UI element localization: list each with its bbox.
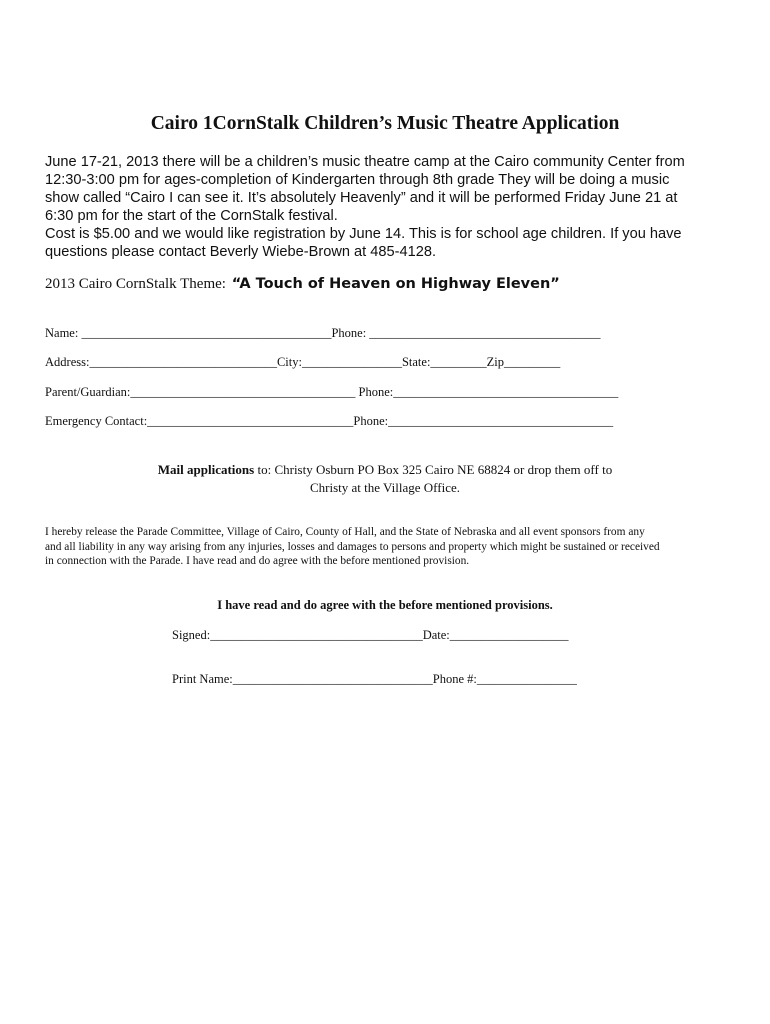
release-line: and all liability in any way arising from any injuries, losses and damages to persons and property which might be sustained or received bbox=[45, 540, 660, 553]
intro-line: Cost is $5.00 and we would like registration by June 14. This is for school age children. If you have bbox=[45, 226, 682, 242]
page-title: Cairo 1CornStalk Children’s Music Theatre Application bbox=[150, 113, 620, 134]
signed-date-field[interactable]: Signed:__________________________________Date:___________________ bbox=[172, 628, 569, 642]
theme-line bbox=[45, 276, 560, 293]
release-line: I hereby release the Parade Committee, Village of Cairo, County of Hall, and the State of Nebraska and all event sponsors from any bbox=[45, 526, 645, 538]
theme-label: 2013 Cairo CornStalk Theme: bbox=[45, 276, 226, 292]
release-line: in connection with the Parade. I have read and do agree with the before mentioned provision. bbox=[45, 555, 470, 567]
mail-line-1 bbox=[0, 461, 770, 479]
parent-guardian-phone-field[interactable]: Parent/Guardian:____________________________________ Phone:____________________________________ bbox=[45, 385, 619, 399]
intro-line: 6:30 pm for the start of the CornStalk festival. bbox=[45, 208, 338, 224]
mail-lead: Mail applications bbox=[157, 462, 255, 477]
intro-paragraph bbox=[45, 153, 735, 261]
theme-name: “A Touch of Heaven on Highway Eleven” bbox=[231, 276, 560, 292]
emergency-contact-phone-field[interactable]: Emergency Contact:_________________________________Phone:____________________________________ bbox=[45, 414, 614, 428]
intro-line: questions please contact Beverly Wiebe-Brown at 485-4128. bbox=[45, 244, 437, 260]
intro-line: 12:30-3:00 pm for ages-completion of Kindergarten through 8th grade They will be doing a music bbox=[45, 172, 670, 188]
print-name-phone-field[interactable]: Print Name:________________________________Phone #:________________ bbox=[172, 672, 577, 686]
address-city-state-zip-field[interactable]: Address:______________________________City:________________State:_________Zip_________ bbox=[45, 355, 561, 369]
mail-line-2: Christy at the Village Office. bbox=[309, 479, 460, 495]
intro-line: June 17-21, 2013 there will be a children’s music theatre camp at the Cairo community Center from bbox=[45, 154, 685, 170]
intro-line: show called “Cairo I can see it. It’s absolutely Heavenly” and it will be performed Friday June 21 at bbox=[45, 190, 678, 206]
name-phone-field[interactable]: Name: ________________________________________Phone: _____________________________________ bbox=[45, 326, 601, 340]
mail-address: to: Christy Osburn PO Box 325 Cairo NE 68824 or drop them off to bbox=[254, 462, 613, 477]
mail-instructions bbox=[0, 461, 770, 496]
release-paragraph bbox=[45, 525, 735, 569]
agreement-statement: I have read and do agree with the before mentioned provisions. bbox=[217, 598, 553, 612]
